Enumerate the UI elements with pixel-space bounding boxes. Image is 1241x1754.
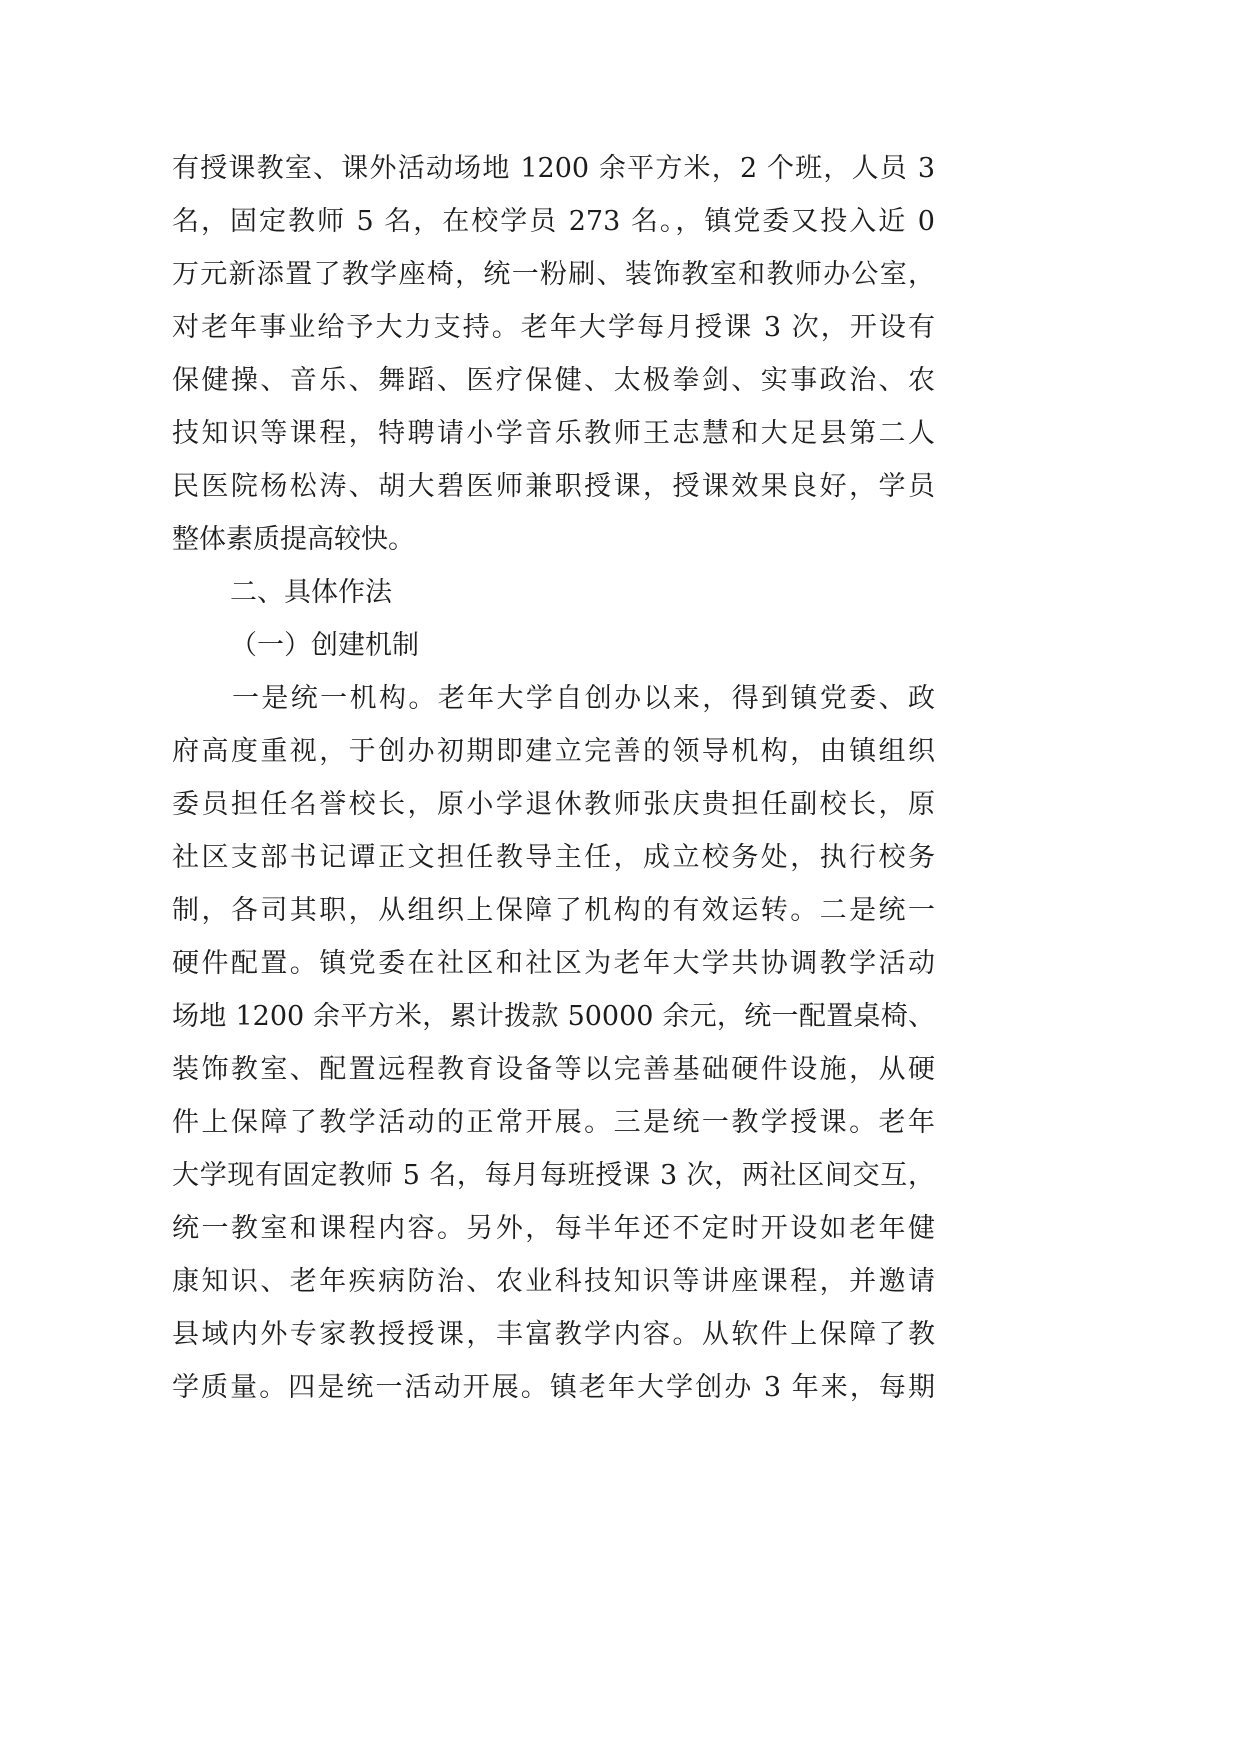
- paragraph-line: 件上保障了教学活动的正常开展。三是统一教学授课。老年: [172, 1107, 935, 1138]
- paragraph-line: 府高度重视，于创办初期即建立完善的领导机构，由镇组织: [172, 736, 935, 767]
- subsection-heading: （一）创建机制: [230, 630, 419, 661]
- paragraph-line: 康知识、老年疾病防治、农业科技知识等讲座课程，并邀请: [172, 1266, 935, 1297]
- paragraph-line: 场地 1200 余平方米，累计拨款 50000 余元，统一配置桌椅、: [172, 1001, 935, 1032]
- paragraph-line: 整体素质提高较快。: [172, 524, 415, 555]
- paragraph-line: 委员担任名誉校长，原小学退休教师张庆贵担任副校长，原: [172, 789, 935, 820]
- paragraph-line: 县域内外专家教授授课，丰富教学内容。从软件上保障了教: [172, 1319, 935, 1350]
- paragraph-line: 社区支部书记谭正文担任教导主任，成立校务处，执行校务: [172, 842, 935, 873]
- body-text: [172, 142, 935, 1414]
- paragraph-line: 学质量。四是统一活动开展。镇老年大学创办 3 年来，每期: [172, 1372, 935, 1403]
- paragraph-line: 装饰教室、配置远程教育设备等以完善基础硬件设施，从硬: [172, 1054, 935, 1085]
- paragraph-line: 制，各司其职，从组织上保障了机构的有效运转。二是统一: [172, 895, 935, 926]
- paragraph-line: 技知识等课程，特聘请小学音乐教师王志慧和大足县第二人: [172, 418, 935, 449]
- paragraph-line: 一是统一机构。老年大学自创办以来，得到镇党委、政: [232, 683, 935, 714]
- paragraph-line: 有授课教室、课外活动场地 1200 余平方米，2 个班，人员 3: [172, 153, 935, 184]
- paragraph-line: 保健操、音乐、舞蹈、医疗保健、太极拳剑、实事政治、农: [172, 365, 935, 396]
- paragraph-line: 大学现有固定教师 5 名，每月每班授课 3 次，两社区间交互，: [172, 1160, 935, 1191]
- section-heading: 二、具体作法: [230, 577, 392, 608]
- paragraph-line: 对老年事业给予大力支持。老年大学每月授课 3 次，开设有: [172, 312, 935, 343]
- paragraph-line: 统一教室和课程内容。另外，每半年还不定时开设如老年健: [172, 1213, 935, 1244]
- paragraph-line: 名，固定教师 5 名，在校学员 273 名。，镇党委又投入近 0: [172, 206, 935, 237]
- paragraph-line: 万元新添置了教学座椅，统一粉刷、装饰教室和教师办公室，: [172, 259, 935, 290]
- paragraph-line: 民医院杨松涛、胡大碧医师兼职授课，授课效果良好，学员: [172, 471, 935, 502]
- paragraph-intro: [172, 142, 935, 566]
- paragraph-line: 硬件配置。镇党委在社区和社区为老年大学共协调教学活动: [172, 948, 935, 979]
- paragraph-unified-organization: [172, 672, 935, 1414]
